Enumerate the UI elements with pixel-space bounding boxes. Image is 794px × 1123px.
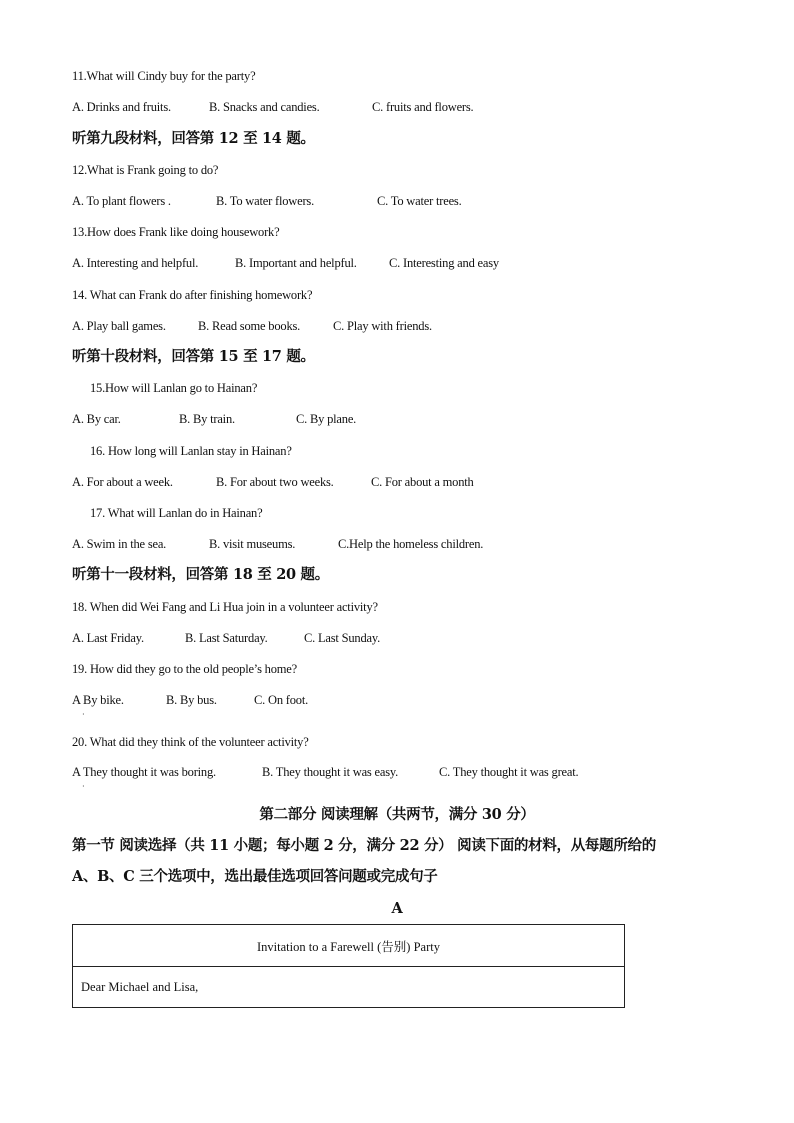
- option-b: B. Snacks and candies.: [209, 100, 320, 114]
- option-a: A. To plant flowers .: [72, 194, 171, 208]
- section-heading-10: 听第十段材料，回答第 15 至 17 题。: [72, 348, 315, 365]
- question-16-stem: 16. How long will Lanlan stay in Hainan?: [90, 444, 292, 458]
- option-b: B. For about two weeks.: [216, 475, 334, 489]
- option-a: A By bike.: [72, 693, 124, 707]
- option-b: B. By train.: [179, 412, 235, 426]
- option-c: C. To water trees.: [377, 194, 462, 208]
- option-c: C. Last Sunday.: [304, 631, 381, 645]
- option-a: A. Drinks and fruits.: [72, 100, 171, 114]
- option-a: A. Swim in the sea.: [72, 537, 167, 551]
- option-b: B. Important and helpful.: [235, 256, 357, 270]
- question-14-stem: 14. What can Frank do after finishing homework?: [72, 288, 313, 302]
- section-one-instructions-line-2: A、B、C 三个选项中，选出最佳选项回答问题或完成句子: [72, 868, 438, 885]
- option-c: C. They thought it was great.: [439, 765, 579, 779]
- option-a: A. By car.: [72, 412, 121, 426]
- option-c: C. Play with friends.: [333, 319, 432, 333]
- section-one-instructions-line-1: 第一节 阅读选择（共 11 小题；每小题 2 分，满分 22 分） 阅读下面的材料，从每题所给的: [72, 837, 656, 854]
- option-b: B. visit museums.: [209, 537, 296, 551]
- section-heading-11: 听第十一段材料，回答第 18 至 20 题。: [72, 566, 329, 583]
- option-a: A. Play ball games.: [72, 319, 166, 333]
- option-c: C. By plane.: [296, 412, 357, 426]
- question-15-stem: 15.How will Lanlan go to Hainan?: [90, 381, 258, 395]
- option-b: B. By bus.: [166, 693, 217, 707]
- option-b: B. To water flowers.: [216, 194, 314, 208]
- question-17-stem: 17. What will Lanlan do in Hainan?: [90, 506, 263, 520]
- option-b: B. Read some books.: [198, 319, 301, 333]
- question-20-stem: 20. What did they think of the volunteer activity?: [72, 735, 309, 749]
- option-c: C. Interesting and easy: [389, 256, 499, 270]
- option-a: A. Last Friday.: [72, 631, 144, 645]
- question-11-stem: 11.What will Cindy buy for the party?: [72, 69, 256, 83]
- option-a: A They thought it was boring.: [72, 765, 216, 779]
- part-two-title: 第二部分 阅读理解（共两节，满分 30 分）: [259, 806, 535, 823]
- option-a: A. For about a week.: [72, 475, 173, 489]
- option-c: C. fruits and flowers.: [372, 100, 474, 114]
- option-dot-mark: ·: [82, 782, 85, 791]
- question-12-stem: 12.What is Frank going to do?: [72, 163, 219, 177]
- invitation-title: Invitation to a Farewell (告别) Party: [73, 925, 624, 967]
- invitation-greeting: Dear Michael and Lisa,: [81, 980, 199, 994]
- option-b: B. They thought it was easy.: [262, 765, 399, 779]
- question-18-stem: 18. When did Wei Fang and Li Hua join in a volunteer activity?: [72, 600, 378, 614]
- option-c: C. On foot.: [254, 693, 309, 707]
- invitation-table: [72, 924, 625, 1008]
- passage-label: A: [391, 900, 403, 917]
- option-c: C. For about a month: [371, 475, 474, 489]
- section-heading-9: 听第九段材料，回答第 12 至 14 题。: [72, 130, 315, 147]
- option-a: A. Interesting and helpful.: [72, 256, 199, 270]
- option-c: C.Help the homeless children.: [338, 537, 484, 551]
- question-19-stem: 19. How did they go to the old people’s home?: [72, 662, 297, 676]
- option-b: B. Last Saturday.: [185, 631, 268, 645]
- question-13-stem: 13.How does Frank like doing housework?: [72, 225, 280, 239]
- option-dot-mark: ·: [82, 710, 85, 719]
